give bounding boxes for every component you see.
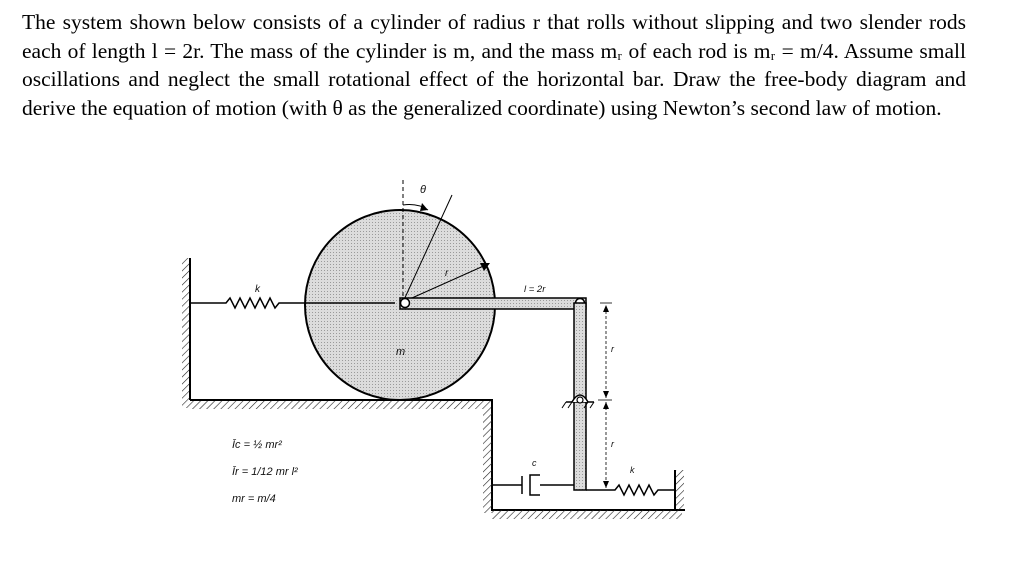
right-spring-label: k — [630, 465, 635, 475]
theta-arrowhead — [420, 203, 428, 211]
height-upper-label: r — [611, 344, 614, 354]
left-wall — [182, 258, 190, 408]
rod-length-label: l = 2r — [524, 284, 546, 295]
horizontal-rod — [400, 298, 586, 309]
cylinder-mass-label: m — [396, 346, 406, 358]
left-spring-label: k — [255, 284, 260, 295]
theta-label: θ — [420, 184, 426, 196]
right-spring — [586, 485, 675, 495]
problem-text: The system shown below consists of a cylinder of radius r that rolls without slipping and two slender rods each of length l = 2r. The mass of the cylinder is m, and the mass mᵣ of each rod is mᵣ = m/4. Assume small oscillations and neglect the small rotational effect of the horizontal bar. Draw the free-body diagram and derive the equation of motion (with θ as the generalized coordinate) using Newton’s second law of motion. — [22, 10, 966, 120]
formula-rod-inertia: Īr = 1/12 mr l² — [232, 466, 298, 478]
damper-label: c — [532, 458, 537, 468]
radius-label: r — [445, 268, 449, 279]
height-lower-label: r — [611, 439, 614, 449]
formula-cylinder-inertia: Īc = ½ mr² — [232, 439, 282, 451]
damper — [492, 475, 574, 495]
right-wall — [675, 470, 684, 510]
formula-rod-mass: mr = m/4 — [232, 493, 276, 505]
height-dimension — [598, 303, 612, 490]
